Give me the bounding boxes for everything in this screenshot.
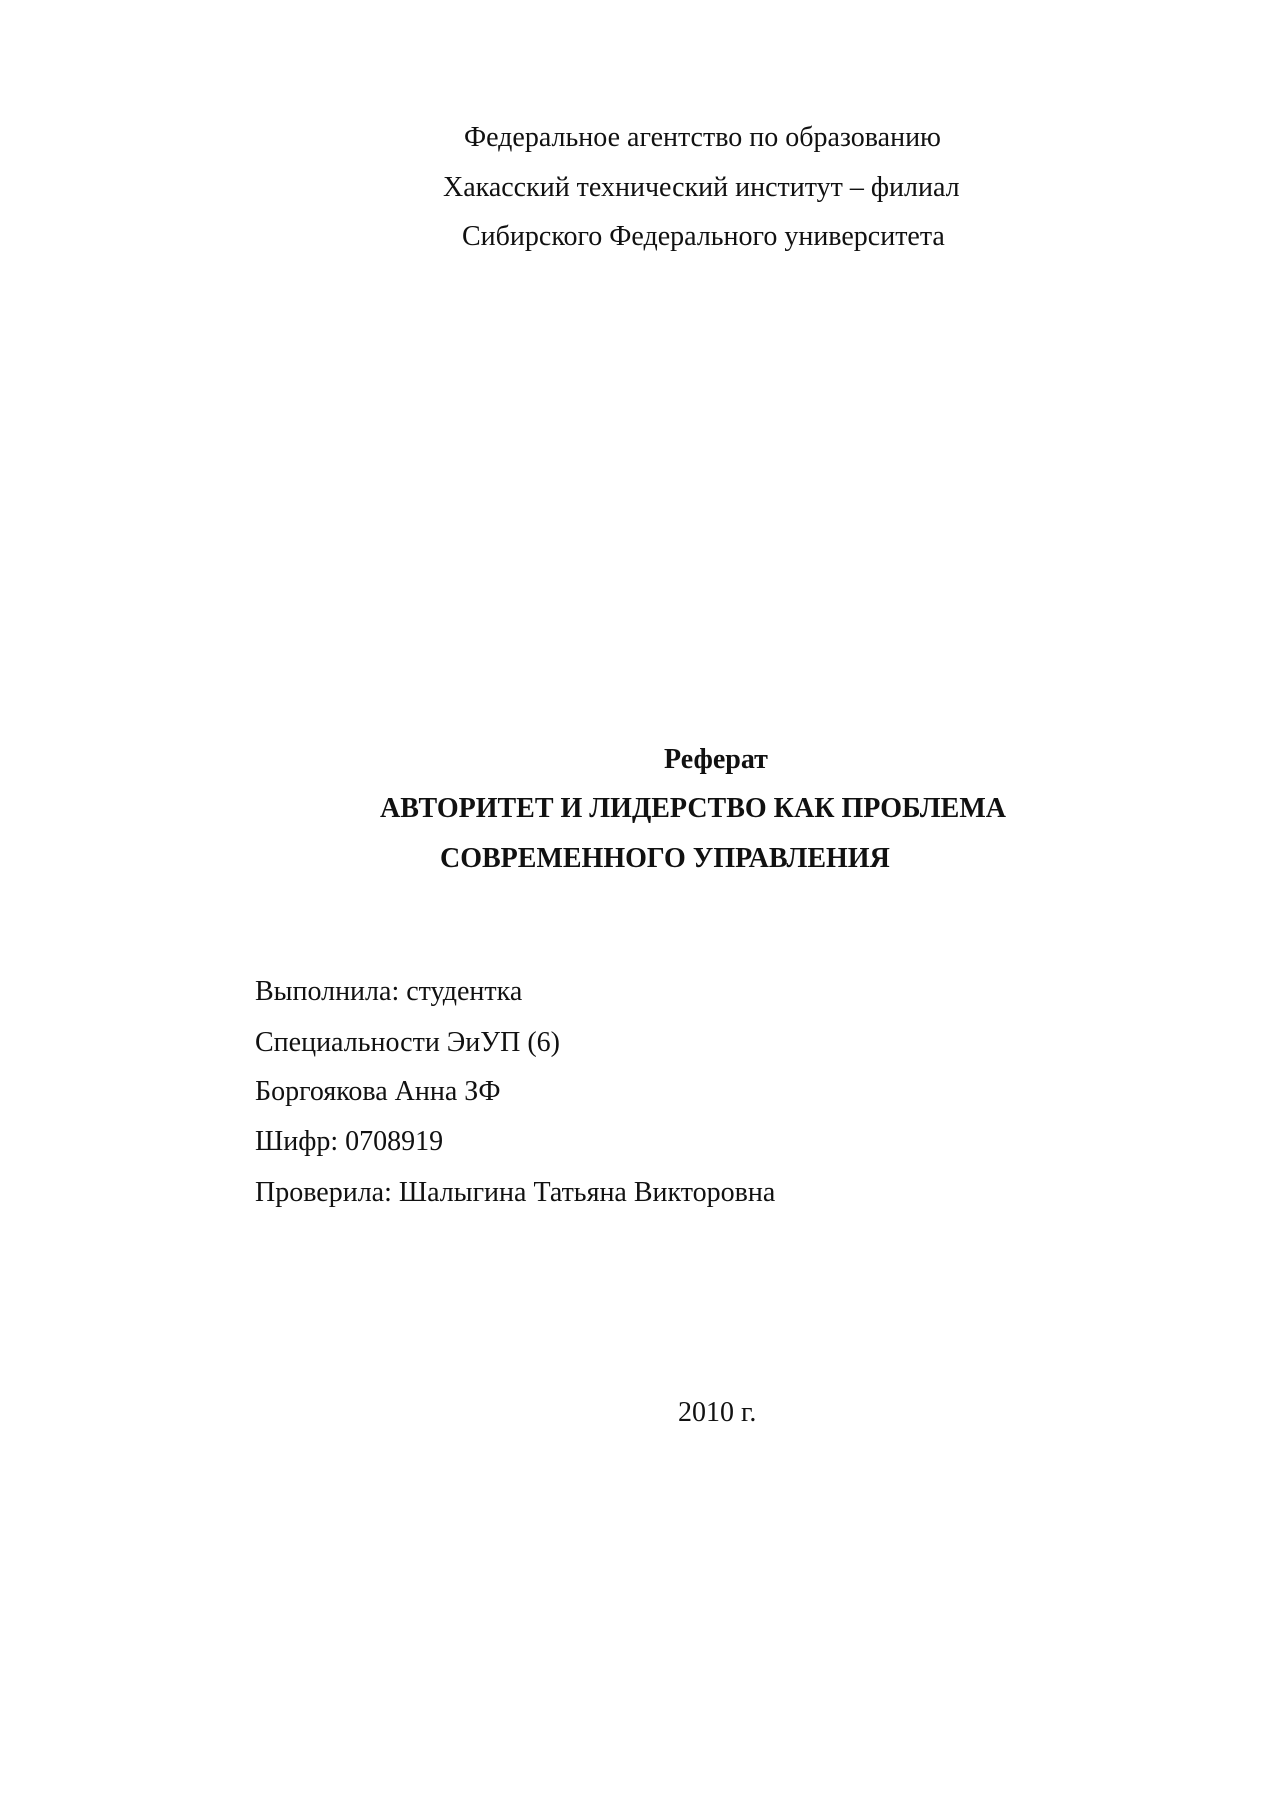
header-institute: Хакасский технический институт – филиал [443,172,960,203]
header-agency: Федеральное агентство по образованию [464,122,941,153]
document-type: Реферат [664,744,768,775]
document-year: 2010 г. [678,1397,757,1428]
topic-line-1: АВТОРИТЕТ И ЛИДЕРСТВО КАК ПРОБЛЕМА [380,793,1007,824]
author-name: Боргоякова Анна ЗФ [255,1076,501,1107]
author-code: Шифр: 0708919 [255,1126,444,1157]
topic-line-2: СОВРЕМЕННОГО УПРАВЛЕНИЯ [440,843,890,874]
reviewer-name: Проверила: Шалыгина Татьяна Викторовна [255,1177,776,1208]
author-specialty: Специальности ЭиУП (6) [255,1027,560,1058]
author-performed-by: Выполнила: студентка [255,976,523,1007]
header-university: Сибирского Федерального университета [462,221,945,252]
